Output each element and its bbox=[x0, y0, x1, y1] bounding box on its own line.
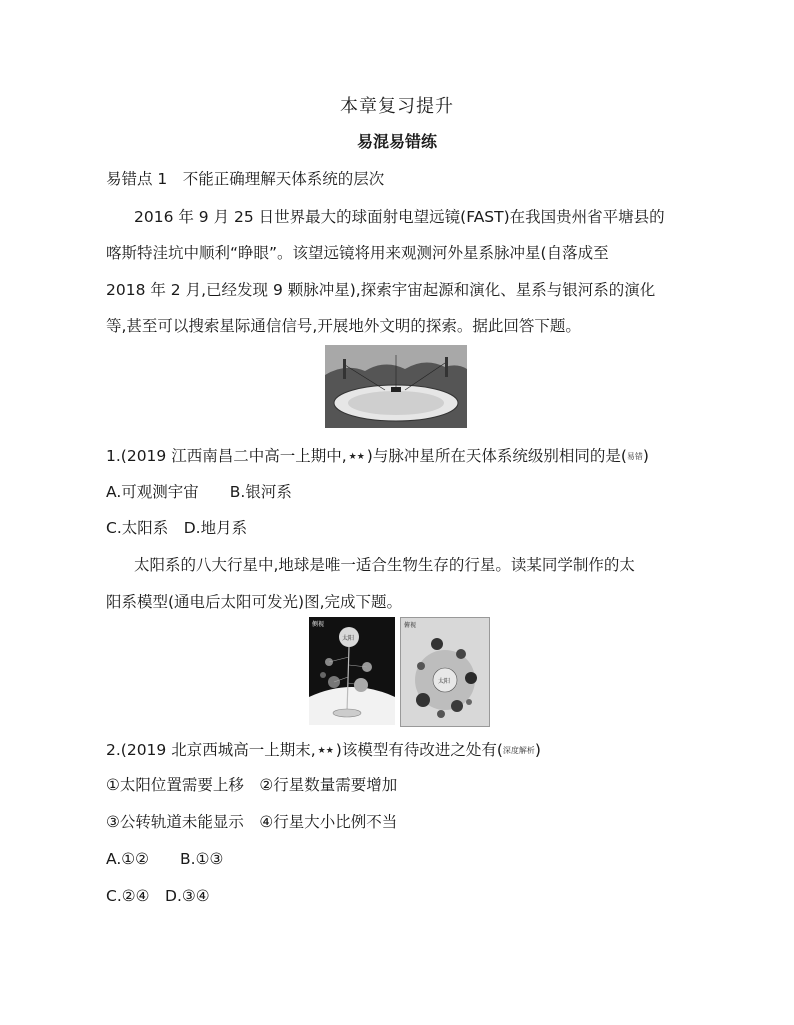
svg-text:太阳: 太阳 bbox=[342, 635, 355, 642]
q2-prefix: 2.(2019 北京西城高一上期末, bbox=[106, 741, 316, 759]
question-2-stem bbox=[106, 738, 541, 760]
q2-options-row: A.①② B.①③ bbox=[106, 850, 224, 868]
section-subtitle: 易混易错练 bbox=[356, 132, 437, 151]
passage-line: 2016 年 9 月 25 日世界最大的球面射电望远镜(FAST)在我国贵州省平塘县的 bbox=[134, 208, 665, 226]
q2-tag: 深度解析 bbox=[502, 746, 535, 755]
passage2-line: 太阳系的八大行星中,地球是唯一适合生物生存的行星。读某同学制作的太 bbox=[134, 556, 635, 574]
q2-items-row: ①太阳位置需要上移 ②行星数量需要增加 bbox=[106, 776, 398, 794]
svg-text:太阳: 太阳 bbox=[438, 678, 451, 685]
passage-line: 喀斯特洼坑中顺利“睁眼”。该望远镜将用来观测河外星系脉冲星(自落成至 bbox=[106, 244, 609, 262]
telescope-illustration bbox=[325, 345, 467, 428]
top-view-illustration bbox=[401, 618, 489, 726]
solar-model-top-view bbox=[400, 617, 490, 727]
question-1-stem bbox=[106, 444, 649, 466]
q1-prefix: 1.(2019 江西南昌二中高一上期中, bbox=[106, 447, 347, 465]
q2-stem-text: )该模型有待改进之处有( bbox=[335, 741, 503, 759]
q2-items-row: ③公转轨道未能显示 ④行星大小比例不当 bbox=[106, 813, 398, 831]
q1-options-row: C.太阳系 D.地月系 bbox=[106, 519, 248, 537]
page-title: 本章复习提升 bbox=[340, 96, 454, 117]
q1-options-row: A.可观测宇宙 B.银河系 bbox=[106, 483, 292, 501]
passage2-line: 阳系模型(通电后太阳可发光)图,完成下题。 bbox=[106, 593, 403, 611]
q1-tag: 易错 bbox=[626, 452, 643, 461]
difficulty-stars-icon: ★★ bbox=[348, 451, 365, 462]
passage-line: 2018 年 2 月,已经发现 9 颗脉冲星),探索宇宙起源和演化、星系与银河系的演化 bbox=[106, 281, 656, 299]
q1-close: ) bbox=[642, 447, 649, 465]
q2-options-row: C.②④ D.③④ bbox=[106, 887, 210, 905]
side-view-illustration bbox=[309, 617, 395, 725]
passage-line: 等,甚至可以搜索星际通信信号,开展地外文明的探索。据此回答下题。 bbox=[106, 317, 581, 335]
top-view-label: 俯视 bbox=[404, 622, 417, 629]
error-point-heading: 易错点 1 不能正确理解天体系统的层次 bbox=[106, 170, 385, 188]
q1-stem-text: )与脉冲星所在天体系统级别相同的是( bbox=[366, 447, 627, 465]
solar-model-side-view bbox=[309, 617, 395, 725]
side-view-label: 侧视 bbox=[312, 621, 325, 628]
q2-close: ) bbox=[534, 741, 541, 759]
difficulty-stars-icon: ★★ bbox=[317, 745, 334, 756]
fast-telescope-photo bbox=[325, 345, 467, 428]
